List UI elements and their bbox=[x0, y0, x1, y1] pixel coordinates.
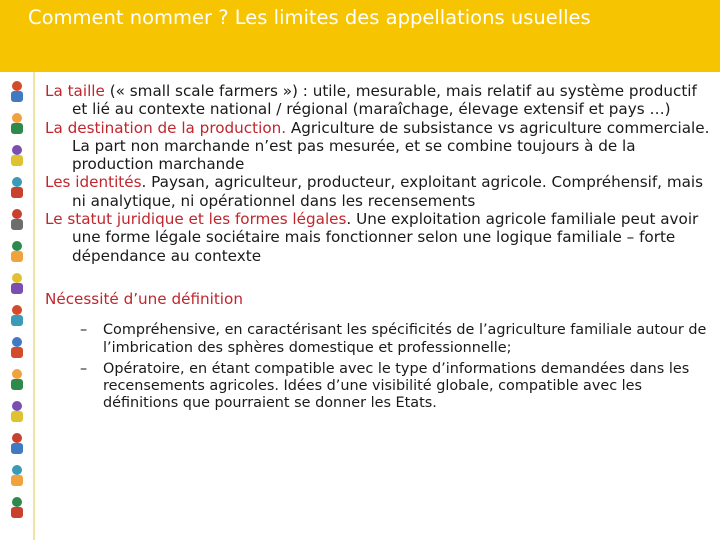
paragraph-text: (« small scale farmers ») : utile, mesurable, mais relatif au système productif et lié au contexte national / régional (maraîchage, élevage extensif et pays …) bbox=[72, 82, 697, 119]
farmer-figure-icon bbox=[6, 368, 28, 392]
slide-title: Comment nommer ? Les limites des appellations usuelles bbox=[28, 6, 591, 29]
paragraph-text: Agriculture de subsistance vs agriculture commerciale. La part non marchande n’est pas mesurée, et se combine toujours à de la production marchande bbox=[72, 118, 710, 174]
farmer-figure-icon bbox=[6, 80, 28, 104]
farmer-figure-icon bbox=[6, 272, 28, 296]
list-item bbox=[45, 361, 710, 413]
term-size: La taille bbox=[45, 82, 105, 100]
farmer-figure-icon bbox=[6, 176, 28, 200]
farmer-figure-icon bbox=[6, 400, 28, 424]
farmer-figure-icon bbox=[6, 496, 28, 520]
slide-body bbox=[45, 82, 710, 417]
farmer-figure-icon bbox=[6, 112, 28, 136]
decorative-figure-strip bbox=[0, 72, 35, 540]
definition-list bbox=[45, 322, 710, 412]
farmer-figure-icon bbox=[6, 144, 28, 168]
paragraph-text: . Paysan, agriculteur, producteur, exploitant agricole. Compréhensif, mais ni analytique, ni opérationnel dans les recensements bbox=[72, 173, 704, 210]
list-item-text: Compréhensive, en caractérisant les spécificités de l’agriculture familiale autour de l’imbrication des sphères domestique et professionnelle; bbox=[103, 322, 707, 356]
section-title: Nécessité d’une définition bbox=[45, 289, 243, 308]
dash-bullet: – bbox=[80, 360, 88, 377]
farmer-figure-icon bbox=[6, 432, 28, 456]
farmer-figure-icon bbox=[6, 304, 28, 328]
paragraph-text: . Une exploitation agricole familiale peut avoir une forme légale sociétaire mais fonctionner selon une logique familiale – forte dépendance au contexte bbox=[72, 210, 699, 265]
list-item-text: Opératoire, en étant compatible avec le type d’informations demandées dans les recensements agricoles. Idées d’une visibilité globale, compatible avec les définitions que pourraient se donner les Etats. bbox=[103, 360, 690, 412]
paragraph-production-destination bbox=[45, 119, 710, 174]
term-identities: Les identités bbox=[45, 173, 142, 192]
farmer-figure-icon bbox=[6, 464, 28, 488]
farmer-figure-icon bbox=[6, 336, 28, 360]
list-item bbox=[45, 322, 710, 357]
farmer-figure-icon bbox=[6, 208, 28, 232]
dash-bullet: – bbox=[80, 322, 88, 339]
title-bar bbox=[0, 0, 720, 72]
farmer-figure-icon bbox=[6, 240, 28, 264]
paragraph-legal-status bbox=[45, 210, 710, 265]
term-production-destination: La destination de la production. bbox=[45, 118, 287, 137]
paragraph-identities bbox=[45, 173, 710, 210]
paragraph-size bbox=[45, 82, 710, 119]
term-legal-status: Le statut juridique et les formes légales bbox=[45, 210, 347, 229]
